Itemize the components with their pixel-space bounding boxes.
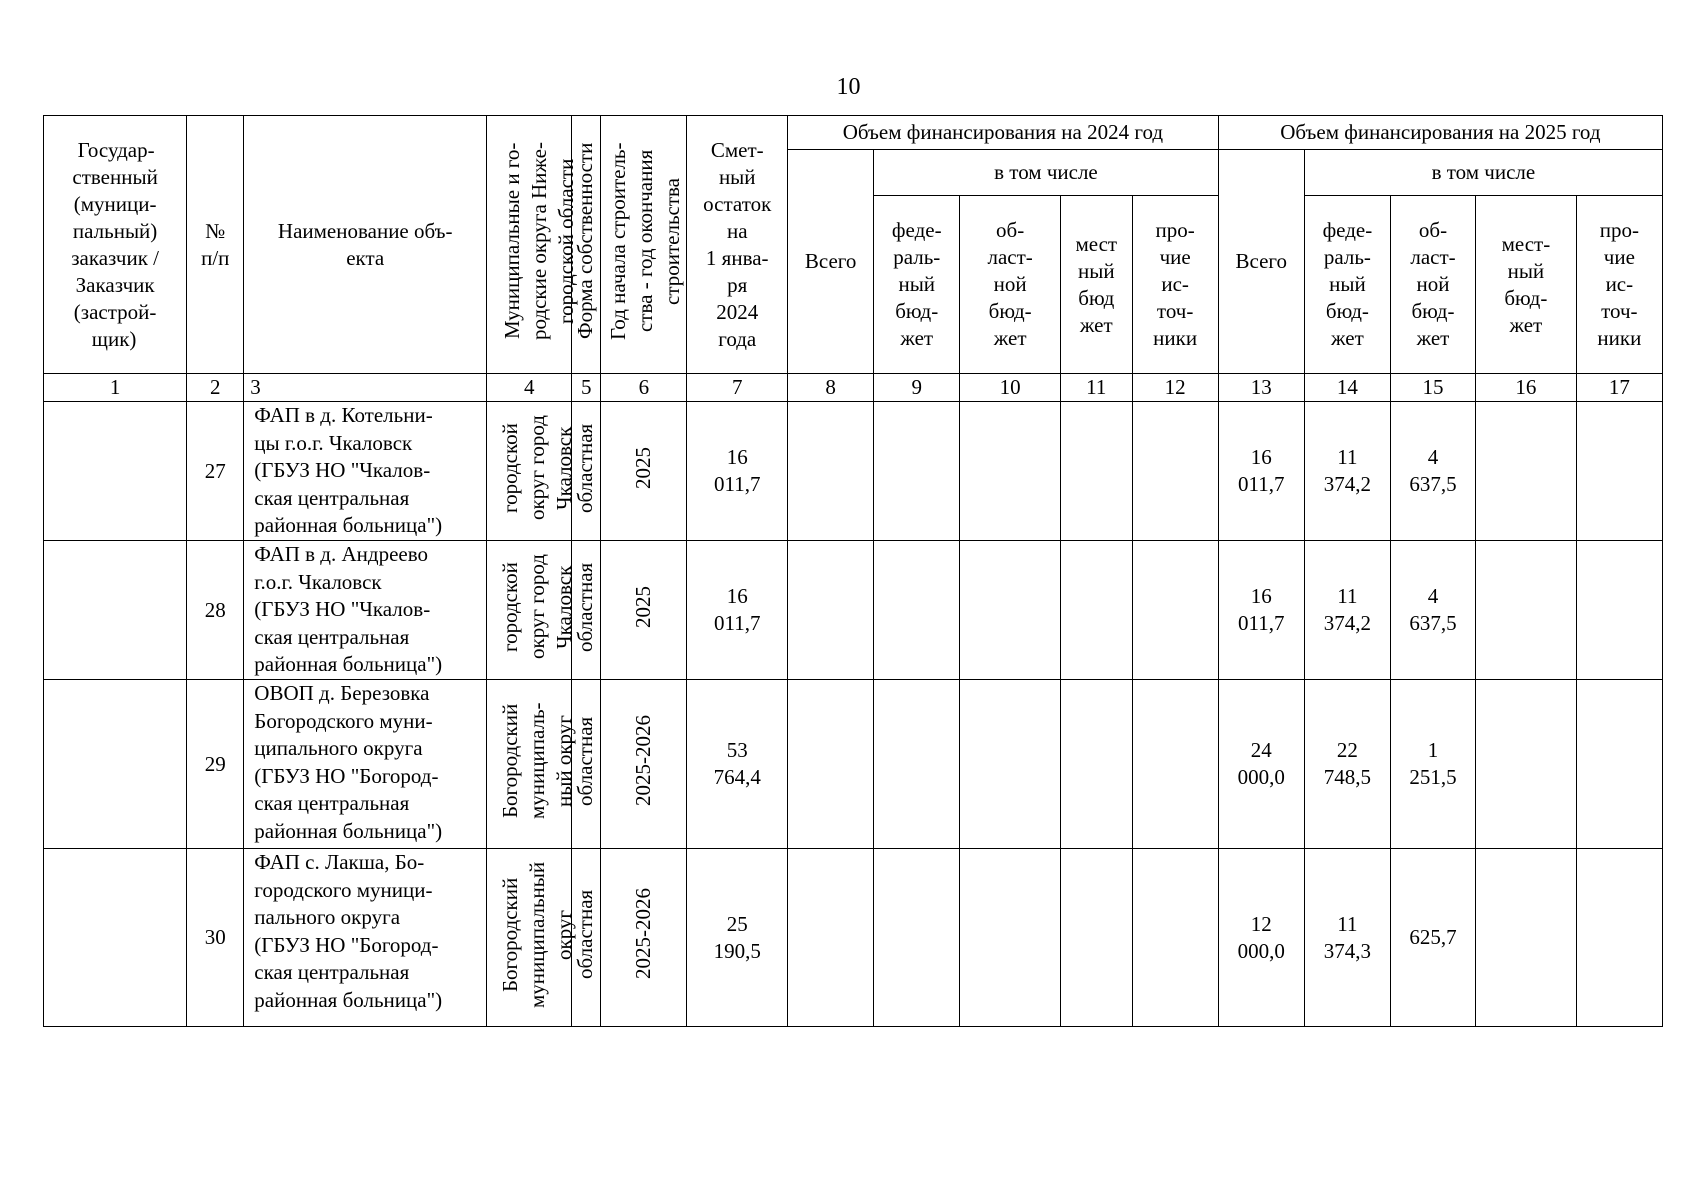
table-row — [44, 402, 1663, 541]
cell-total-2025: 16 011,7 — [1218, 402, 1304, 541]
cell-municipality: городской округ город Чкаловск — [487, 541, 572, 680]
financing-table — [43, 115, 1663, 1027]
header-years: Год начала строитель- ства - год окончания строительства — [601, 116, 687, 374]
cell-federal-2025: 22 748,5 — [1304, 680, 1390, 849]
cell-local-2024 — [1060, 849, 1132, 1027]
cell-ownership: областная — [572, 849, 601, 1027]
cell-object-name: ОВОП д. Березовка Богородского муни- ципального округа (ГБУЗ НО "Богород- ская центральная районная больница") — [244, 680, 487, 849]
column-number: 4 — [487, 374, 572, 402]
header-local-2025: мест- ный бюд- жет — [1476, 196, 1577, 374]
cell-customer — [44, 849, 187, 1027]
header-customer: Государ- ственный (муници- пальный) заказчик / Заказчик (застрой- щик) — [44, 116, 187, 374]
header-other-2024: про- чие ис- точ- ники — [1132, 196, 1218, 374]
header-name: Наименование объ- екта — [244, 116, 487, 374]
cell-federal-2024 — [874, 849, 960, 1027]
cell-customer — [44, 402, 187, 541]
cell-other-2024 — [1132, 541, 1218, 680]
cell-total-2025: 24 000,0 — [1218, 680, 1304, 849]
column-number: 1 — [44, 374, 187, 402]
cell-regional-2025: 4 637,5 — [1390, 541, 1475, 680]
column-number: 11 — [1060, 374, 1132, 402]
table-row — [44, 849, 1663, 1027]
header-regional-2024: об- ласт- ной бюд- жет — [960, 196, 1061, 374]
cell-municipality: Богородский муниципальный округ — [487, 849, 572, 1027]
cell-total-2024 — [788, 402, 874, 541]
header-total-2025: Всего — [1218, 150, 1304, 374]
cell-total-2024 — [788, 541, 874, 680]
cell-num: 29 — [187, 680, 244, 849]
cell-municipality: Богородский муниципаль- ный округ — [487, 680, 572, 849]
header-municipality: Муниципальные и го- родские округа Ниже- городской области — [487, 116, 572, 374]
cell-estimate: 53 764,4 — [687, 680, 788, 849]
header-local-2024: мест ный бюд жет — [1060, 196, 1132, 374]
cell-estimate: 16 011,7 — [687, 541, 788, 680]
cell-total-2025: 12 000,0 — [1218, 849, 1304, 1027]
column-number: 9 — [874, 374, 960, 402]
cell-object-name: ФАП с. Лакша, Бо- городского муници- пального округа (ГБУЗ НО "Богород- ская центральная районная больница") — [244, 849, 487, 1027]
cell-num: 28 — [187, 541, 244, 680]
column-number: 10 — [960, 374, 1061, 402]
header-ownership: Форма собственности — [572, 116, 601, 374]
header-federal-2025: феде- раль- ный бюд- жет — [1304, 196, 1390, 374]
cell-regional-2024 — [960, 402, 1061, 541]
cell-ownership: областная — [572, 541, 601, 680]
cell-regional-2024 — [960, 680, 1061, 849]
cell-other-2024 — [1132, 680, 1218, 849]
table-row — [44, 541, 1663, 680]
cell-total-2025: 16 011,7 — [1218, 541, 1304, 680]
column-number: 2 — [187, 374, 244, 402]
cell-years: 2025-2026 — [601, 680, 687, 849]
cell-federal-2024 — [874, 680, 960, 849]
header-including-2025: в том числе — [1304, 150, 1662, 196]
cell-regional-2024 — [960, 541, 1061, 680]
cell-local-2025 — [1476, 402, 1577, 541]
cell-federal-2025: 11 374,2 — [1304, 541, 1390, 680]
cell-num: 30 — [187, 849, 244, 1027]
column-number: 17 — [1576, 374, 1662, 402]
page-number: 10 — [836, 74, 861, 100]
cell-estimate: 16 011,7 — [687, 402, 788, 541]
cell-local-2024 — [1060, 402, 1132, 541]
cell-regional-2025: 4 637,5 — [1390, 402, 1475, 541]
cell-other-2025 — [1576, 402, 1662, 541]
header-regional-2025: об- ласт- ной бюд- жет — [1390, 196, 1475, 374]
cell-other-2025 — [1576, 541, 1662, 680]
column-number: 16 — [1476, 374, 1577, 402]
header-other-2025: про- чие ис- точ- ники — [1576, 196, 1662, 374]
cell-local-2025 — [1476, 849, 1577, 1027]
column-number: 15 — [1390, 374, 1475, 402]
cell-customer — [44, 541, 187, 680]
column-number: 3 — [244, 374, 487, 402]
column-number: 7 — [687, 374, 788, 402]
cell-regional-2025: 1 251,5 — [1390, 680, 1475, 849]
cell-federal-2024 — [874, 402, 960, 541]
cell-ownership: областная — [572, 402, 601, 541]
cell-object-name: ФАП в д. Андреево г.о.г. Чкаловск (ГБУЗ НО "Чкалов- ская центральная районная больница") — [244, 541, 487, 680]
column-number: 14 — [1304, 374, 1390, 402]
cell-years: 2025-2026 — [601, 849, 687, 1027]
cell-local-2024 — [1060, 680, 1132, 849]
cell-federal-2025: 11 374,3 — [1304, 849, 1390, 1027]
column-number: 8 — [788, 374, 874, 402]
cell-object-name: ФАП в д. Котельни- цы г.о.г. Чкаловск (ГБУЗ НО "Чкалов- ская центральная районная больница") — [244, 402, 487, 541]
header-estimate: Смет- ный остаток на 1 янва- ря 2024 года — [687, 116, 788, 374]
cell-years: 2025 — [601, 402, 687, 541]
cell-federal-2025: 11 374,2 — [1304, 402, 1390, 541]
header-num: № п/п — [187, 116, 244, 374]
cell-regional-2025: 625,7 — [1390, 849, 1475, 1027]
header-including-2024: в том числе — [874, 150, 1219, 196]
cell-local-2025 — [1476, 541, 1577, 680]
cell-other-2024 — [1132, 849, 1218, 1027]
cell-ownership: областная — [572, 680, 601, 849]
column-number: 12 — [1132, 374, 1218, 402]
cell-other-2025 — [1576, 680, 1662, 849]
cell-total-2024 — [788, 849, 874, 1027]
header-financing-2025: Объем финансирования на 2025 год — [1218, 116, 1662, 150]
cell-local-2025 — [1476, 680, 1577, 849]
cell-years: 2025 — [601, 541, 687, 680]
column-number: 5 — [572, 374, 601, 402]
cell-other-2024 — [1132, 402, 1218, 541]
column-number: 6 — [601, 374, 687, 402]
column-number: 13 — [1218, 374, 1304, 402]
cell-federal-2024 — [874, 541, 960, 680]
cell-other-2025 — [1576, 849, 1662, 1027]
column-number-row — [44, 374, 1663, 402]
cell-num: 27 — [187, 402, 244, 541]
header-financing-2024: Объем финансирования на 2024 год — [788, 116, 1219, 150]
table-row — [44, 680, 1663, 849]
cell-regional-2024 — [960, 849, 1061, 1027]
header-total-2024: Всего — [788, 150, 874, 374]
header-federal-2024: феде- раль- ный бюд- жет — [874, 196, 960, 374]
cell-customer — [44, 680, 187, 849]
cell-total-2024 — [788, 680, 874, 849]
cell-estimate: 25 190,5 — [687, 849, 788, 1027]
cell-municipality: городской округ город Чкаловск — [487, 402, 572, 541]
cell-local-2024 — [1060, 541, 1132, 680]
